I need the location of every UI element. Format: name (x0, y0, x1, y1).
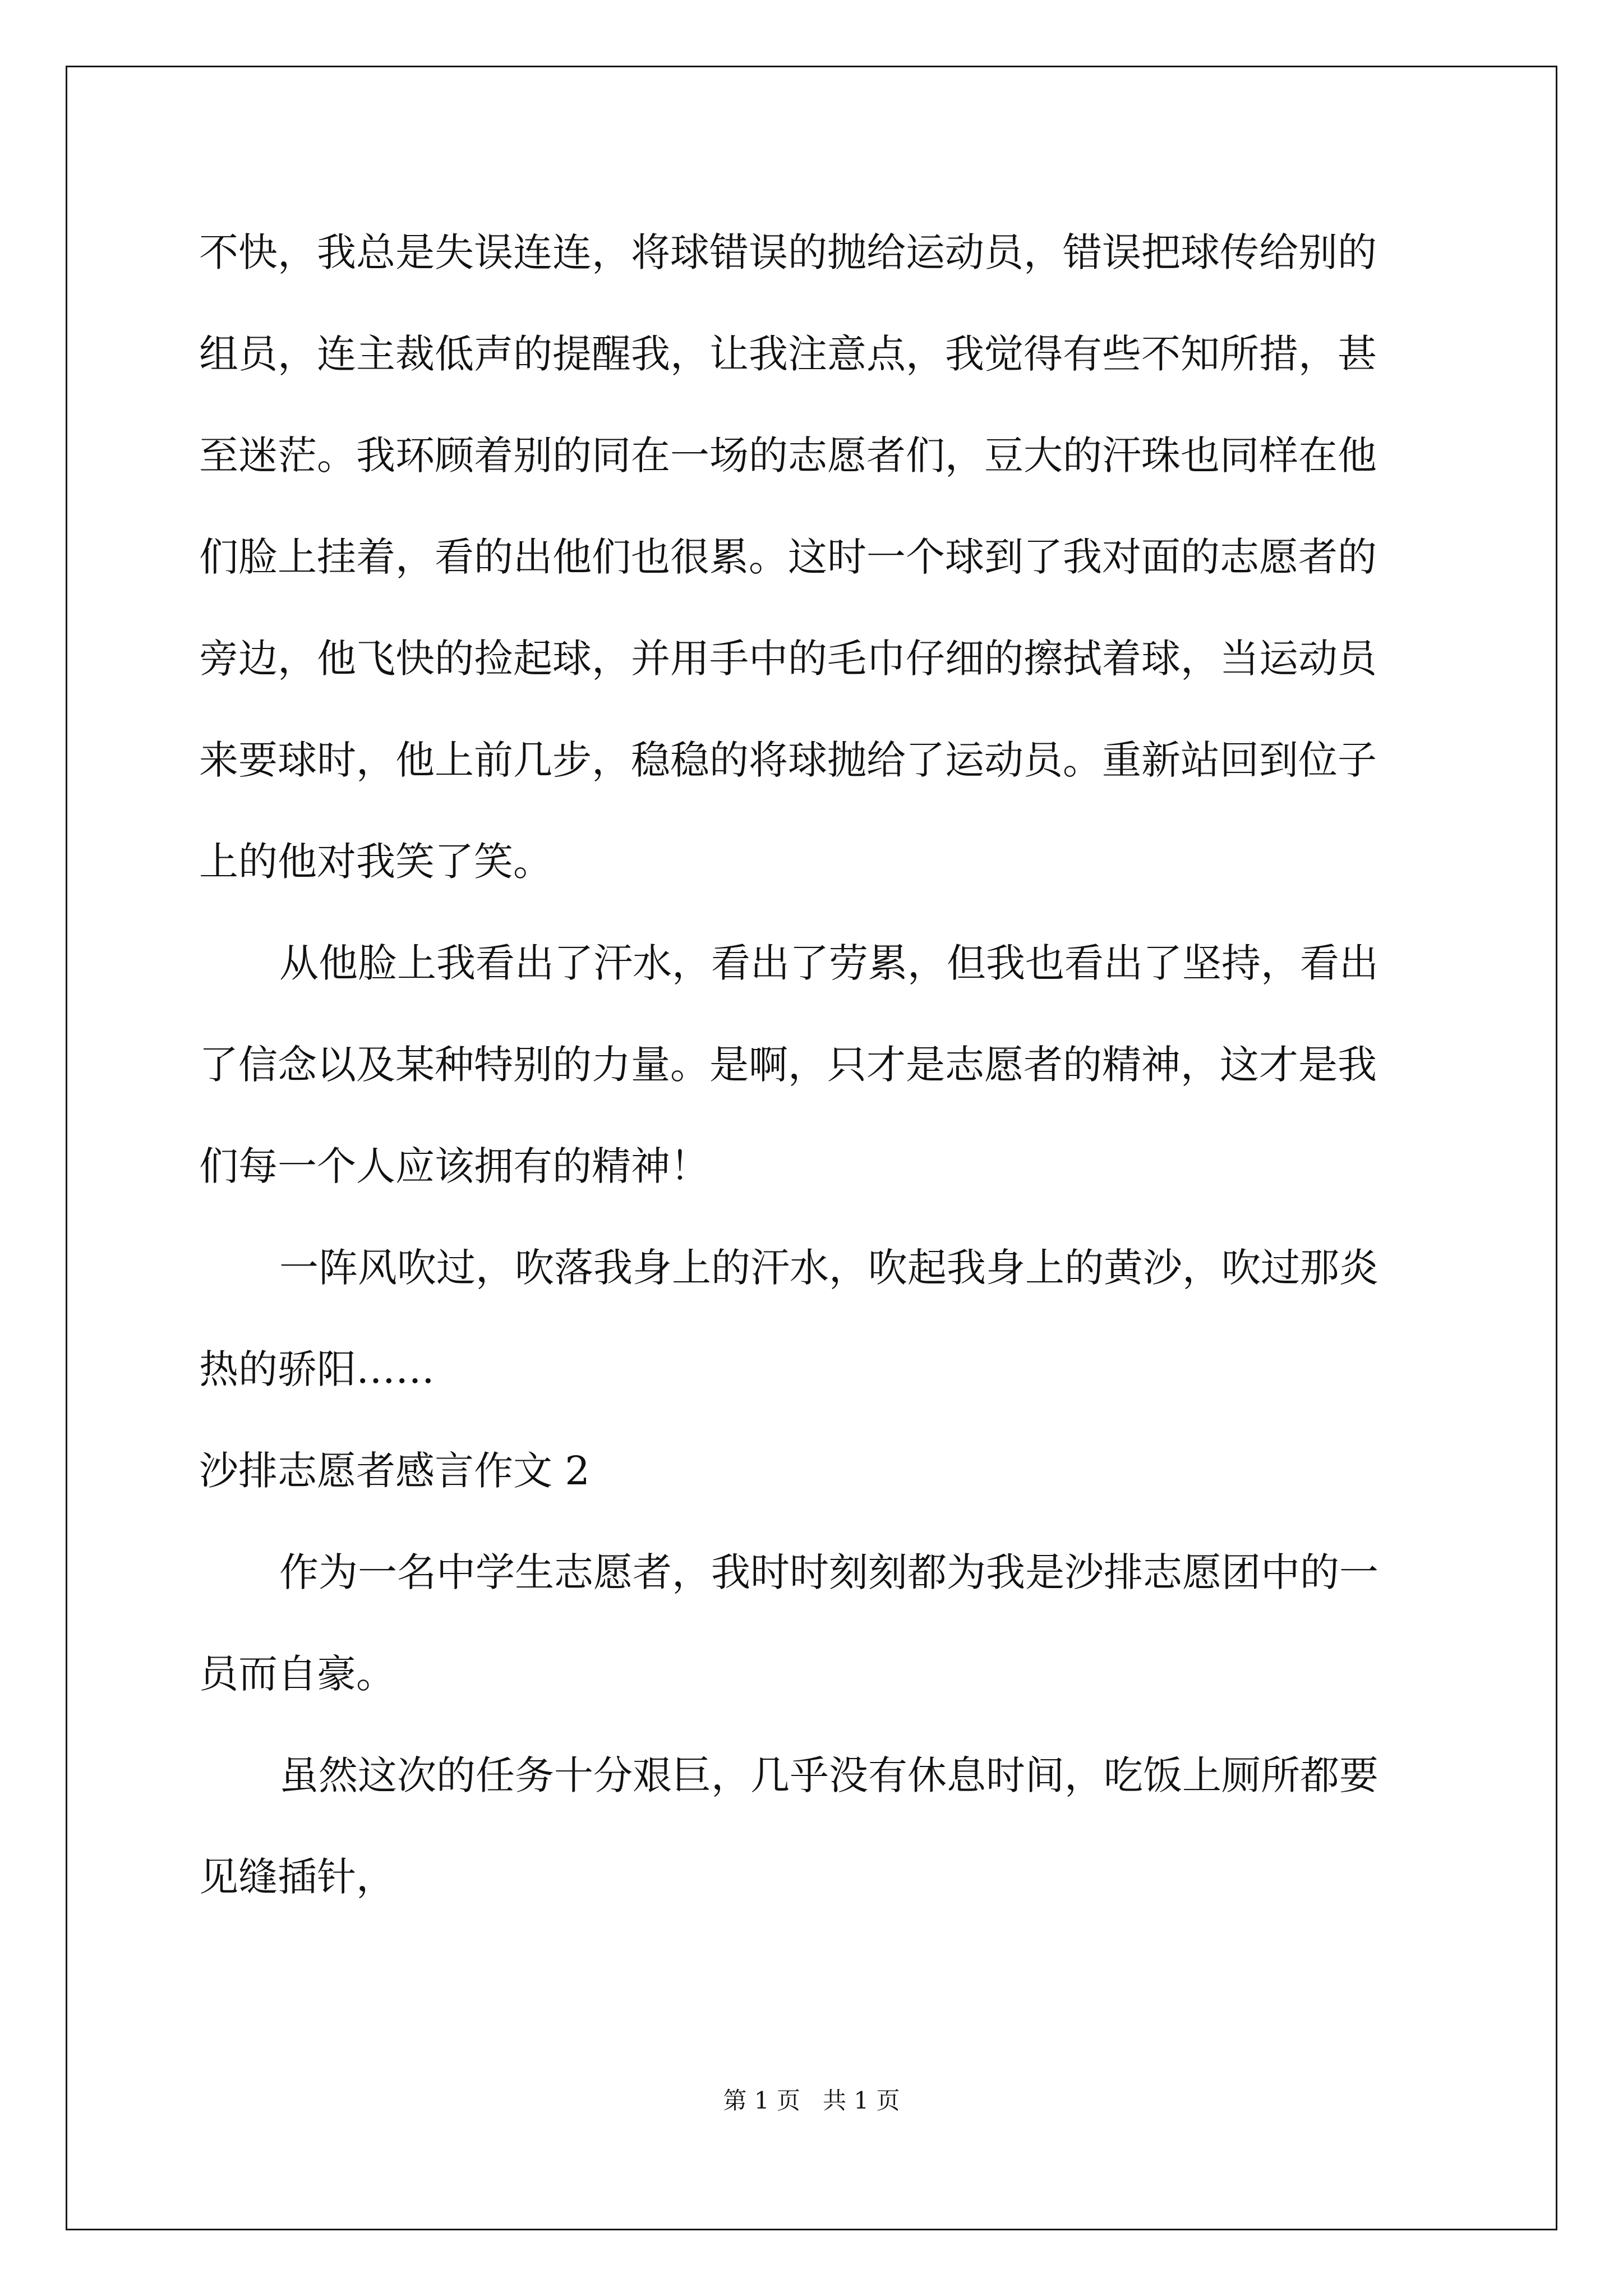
paragraph-5-line-2: 见缝插针， (199, 1854, 395, 1900)
document-body (199, 202, 1433, 1928)
paragraph-4-line-1: 作为一名中学生志愿者，我时时刻刻都为我是沙排志愿团中的一 (279, 1549, 1378, 1595)
paragraph-2-line-3: 们每一个人应该拥有的精神！ (199, 1143, 709, 1189)
paragraph-4-line-2: 员而自豪。 (199, 1651, 395, 1697)
paragraph-1-line-3: 至迷茫。我环顾着别的同在一场的志愿者们，豆大的汗珠也同样在他 (199, 432, 1377, 478)
paragraph-1-line-5: 旁边，他飞快的捡起球，并用手中的毛巾仔细的擦拭着球，当运动员 (199, 636, 1377, 682)
page-number-footer: 第 1 页 共 1 页 (723, 2087, 900, 2114)
paragraph-5-line-1: 虽然这次的任务十分艰巨，几乎没有休息时间，吃饭上厕所都要 (279, 1752, 1378, 1798)
paragraph-1-line-7: 上的他对我笑了笑。 (199, 839, 552, 885)
paragraph-2-line-1: 从他脸上我看出了汗水，看出了劳累，但我也看出了坚持，看出 (279, 940, 1378, 986)
paragraph-1-line-6: 来要球时，他上前几步，稳稳的将球抛给了运动员。重新站回到位子 (199, 737, 1377, 783)
paragraph-1-line-1: 不快，我总是失误连连，将球错误的抛给运动员，错误把球传给别的 (199, 229, 1377, 275)
paragraph-2-line-2: 了信念以及某种特别的力量。是啊，只才是志愿者的精神，这才是我 (199, 1042, 1377, 1088)
paragraph-1-line-4: 们脸上挂着，看的出他们也很累。这时一个球到了我对面的志愿者的 (199, 534, 1377, 580)
paragraph-3-line-2: 热的骄阳…… (199, 1346, 435, 1392)
section-heading: 沙排志愿者感言作文 2 (199, 1448, 590, 1494)
paragraph-1-line-2: 组员，连主裁低声的提醒我，让我注意点，我觉得有些不知所措，甚 (199, 331, 1377, 377)
paragraph-3-line-1: 一阵风吹过，吹落我身上的汗水，吹起我身上的黄沙，吹过那炎 (279, 1245, 1378, 1291)
